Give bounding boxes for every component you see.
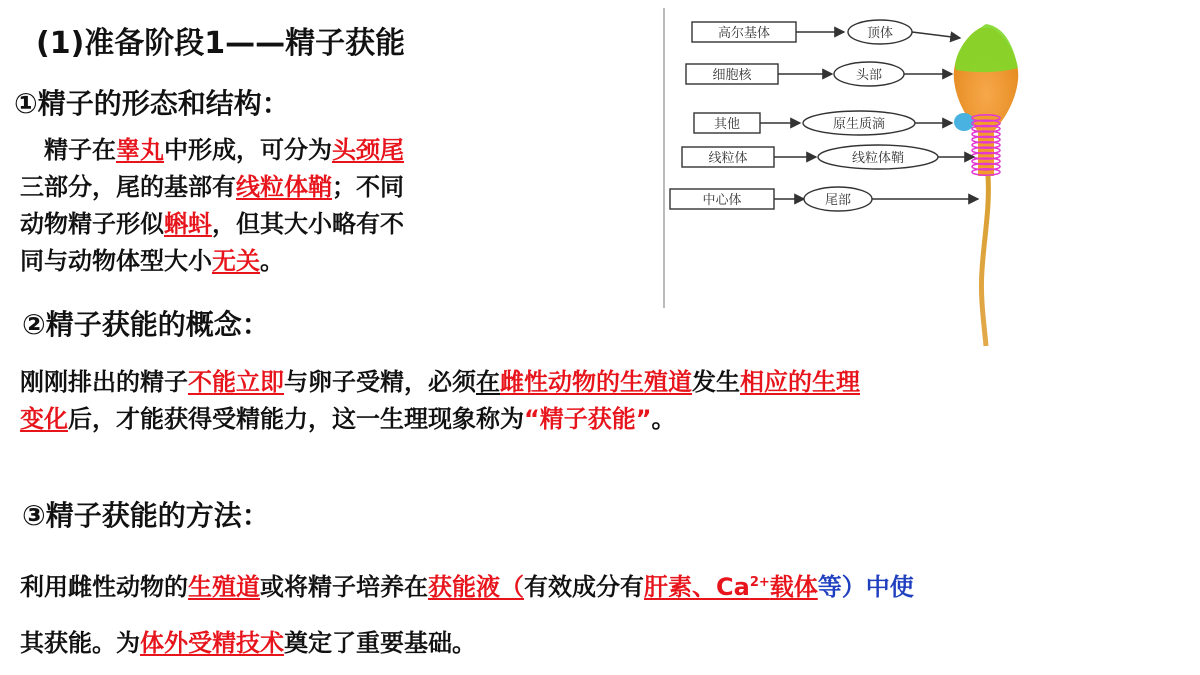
text: 发生: [692, 368, 740, 396]
label-nucleus: [686, 64, 778, 84]
text: 三部分，尾的基部有: [20, 173, 236, 201]
text: 在: [476, 368, 500, 396]
highlight-change: 变化: [20, 405, 68, 433]
highlight-heparin: [644, 573, 818, 601]
highlight-female-tract: 雌性动物的生殖道: [500, 368, 692, 396]
text: 。: [260, 247, 284, 275]
section1-heading: ①精子的形态和结构：: [14, 87, 290, 120]
text: 中形成，可分为: [164, 136, 332, 164]
superscript: 2+: [749, 575, 770, 590]
highlight-tadpole: 蝌蚪: [164, 210, 212, 238]
highlight-capacitation: “精子获能”: [524, 405, 652, 433]
label-text: 细胞核: [712, 68, 752, 83]
text: 精子在: [20, 136, 116, 164]
label-tail: [804, 187, 872, 211]
text: 刚刚排出的精子: [20, 368, 188, 396]
text: ）中使: [841, 573, 914, 601]
highlight-head-neck-tail: 头颈尾: [332, 136, 404, 164]
text: 。: [651, 405, 676, 433]
text: 同与动物体型大小: [20, 247, 212, 275]
slide-title: (1)准备阶段1——精子获能: [36, 26, 406, 61]
section1-paragraph: [20, 132, 404, 280]
section1-line2: [20, 169, 404, 206]
label-text: 顶体: [866, 26, 894, 41]
section2-heading: ②精子获能的概念：: [22, 308, 270, 341]
label-acrosome: [848, 20, 912, 44]
label-mitochondrial-sheath: [818, 145, 938, 169]
cytoplasmic-droplet: [954, 113, 974, 131]
highlight-unrelated: 无关: [212, 247, 260, 275]
label-cytoplasmic-droplet: [803, 111, 915, 135]
section1-line4: [20, 243, 404, 280]
section3-heading: ③精子获能的方法：: [22, 499, 270, 532]
text: ，但其大小略有不: [212, 210, 404, 238]
section1-line3: [20, 206, 404, 243]
label-head: [834, 62, 904, 86]
label-centriole: [670, 189, 774, 209]
arrow: [912, 32, 960, 38]
text: 其获能。为: [20, 629, 140, 657]
text: 等: [817, 573, 842, 601]
section2-line1: [20, 364, 860, 401]
text: 与卵子受精，必须: [284, 368, 476, 396]
section2-paragraph: [20, 364, 860, 438]
label-text: 头部: [855, 68, 883, 83]
section3-line1: [20, 555, 914, 615]
section2-line2: [20, 401, 860, 438]
label-text: 原生质滴: [832, 117, 886, 132]
highlight-reproductive-tract: 生殖道: [188, 573, 260, 601]
label-mitochondria: [682, 147, 774, 167]
text: 动物精子形似: [20, 210, 164, 238]
text: 或将精子培养在: [260, 573, 428, 601]
highlight-cannot-immediately: 不能立即: [188, 368, 284, 396]
text: 肝素、Ca: [644, 573, 750, 601]
label-golgi: [692, 22, 796, 42]
text: 有效成分有: [524, 573, 644, 601]
text: ；不同: [332, 173, 404, 201]
section3-paragraph: [20, 555, 914, 671]
highlight-ivf: 体外受精技术: [140, 629, 284, 657]
sperm-structure-diagram: [662, 8, 1062, 348]
highlight-capacitation-fluid: 获能液（: [428, 573, 524, 601]
sperm-tail: [981, 176, 988, 346]
label-text: 线粒体: [708, 151, 748, 166]
text: 后，才能获得受精能力，这一生理现象称为: [68, 405, 524, 433]
label-text: 线粒体鞘: [851, 151, 905, 166]
highlight-testis: 睾丸: [116, 136, 164, 164]
section3-line2: [20, 615, 914, 671]
label-other: [694, 113, 760, 133]
acrosome: [955, 24, 1018, 72]
label-text: 其他: [713, 117, 741, 132]
label-text: 高尔基体: [717, 26, 771, 41]
text: 奠定了重要基础。: [284, 629, 476, 657]
highlight-physiological: 相应的生理: [740, 368, 860, 396]
text: 利用雌性动物的: [20, 573, 188, 601]
label-text: 中心体: [702, 193, 742, 208]
text: 载体: [769, 573, 818, 601]
label-text: 尾部: [824, 193, 852, 208]
section1-line1: [20, 132, 404, 169]
highlight-mitochondrial-sheath: 线粒体鞘: [236, 173, 332, 201]
